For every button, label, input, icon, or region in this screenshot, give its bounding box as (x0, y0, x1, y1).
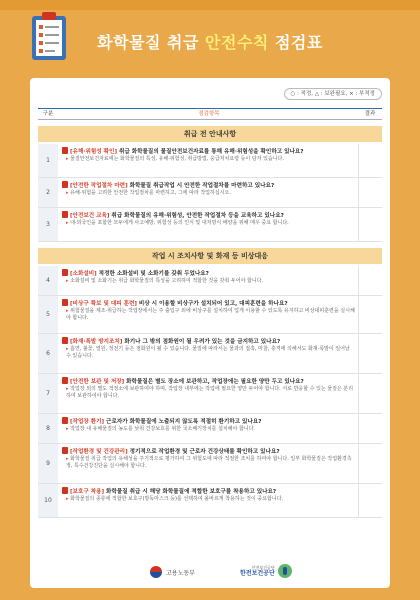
row-tag: [보호구 착용] (70, 489, 105, 495)
row-content (62, 269, 356, 285)
row-tag: [유해·위험성 확인] (70, 149, 118, 155)
row-question-text: 취급 화학물질의 물질안전보건자료를 통해 유해·위험성을 확인하고 있나요? (117, 149, 304, 155)
document-icon (62, 181, 68, 188)
row-tag: [안전보건 교육] (70, 213, 110, 219)
row-number: 7 (38, 374, 58, 413)
table-row (38, 484, 382, 518)
document-icon (62, 447, 68, 454)
row-question (62, 299, 356, 308)
row-number: 1 (38, 144, 58, 177)
result-cell[interactable] (358, 484, 382, 517)
document-icon (62, 377, 68, 384)
row-content (62, 181, 356, 197)
row-question-text: 적정한 소화설비 및 소화기를 갖춰 두었나요? (96, 271, 209, 277)
header-col-result: 결과 (364, 111, 376, 117)
footer (30, 560, 390, 590)
page-title (0, 30, 420, 53)
header-col-num: 구분 (42, 111, 54, 117)
legend: ○ : 적정, △ : 보완필요, × : 부적정 (284, 88, 383, 100)
table-row (38, 144, 382, 178)
row-tag: [비상구 확보 및 대피 훈련] (70, 301, 137, 307)
row-question-text: 화학물질은 별도 장소에 보관하고, 작업장에는 필요한 양만 두고 있나요? (124, 379, 304, 385)
row-content (62, 299, 356, 322)
agency-text (240, 565, 275, 577)
row-question (62, 211, 356, 220)
row-tag: [안전한 보관 및 저장] (70, 379, 125, 385)
section-during-work: 작업 시 조치사항 및 화재 등 비상대응 (38, 248, 382, 264)
row-content (62, 447, 356, 470)
table-header (38, 108, 382, 120)
result-cell[interactable] (358, 374, 382, 413)
row-tag: [작업환경 및 건강관리] (70, 449, 128, 455)
row-tag: [화재·폭발 방지조치] (70, 339, 123, 345)
title-highlight: 안전수칙 (205, 33, 269, 52)
result-cell[interactable] (358, 334, 382, 373)
result-cell[interactable] (358, 208, 382, 241)
row-content (62, 147, 356, 163)
document-icon (62, 337, 68, 344)
checklist-card (30, 78, 390, 588)
result-cell[interactable] (358, 414, 382, 443)
row-question (62, 487, 356, 496)
table-row (38, 374, 382, 414)
row-content (62, 211, 356, 227)
row-note: ▸ 물질안전보건자료에는 화학물질의 특성, 유해·위험성, 취급방법, 응급처치요령 등이 담겨 있습니다. (62, 156, 356, 163)
table-row (38, 296, 382, 334)
table-row (38, 266, 382, 296)
result-cell[interactable] (358, 178, 382, 207)
row-question-text: 정기적으로 작업환경 및 근로자 건강상태를 확인하고 있나요? (127, 449, 280, 455)
ministry-name: 고용노동부 (166, 569, 195, 577)
agency-name: 한전보건공단 (240, 570, 275, 577)
row-number: 2 (38, 178, 58, 207)
row-tag: [소화설비] (70, 271, 97, 277)
title-text-1: 화학물질 취급 (97, 33, 206, 52)
taegeuk-icon (150, 566, 162, 578)
row-number: 5 (38, 296, 58, 333)
table-row (38, 414, 382, 444)
row-number: 4 (38, 266, 58, 295)
row-number: 3 (38, 208, 58, 241)
row-question-text: 취급 화학물질의 유해·위험성, 안전한 작업절차 등을 교육하고 있나요? (109, 213, 284, 219)
row-question-text: 근로자가 화학물질에 노출되지 않도록 적절히 환기하고 있나요? (104, 419, 262, 425)
document-icon (62, 147, 68, 154)
document-icon (62, 211, 68, 218)
row-question (62, 447, 356, 456)
row-question-text: 화학물질 취급작업 시 안전한 작업절차를 마련하고 있나요? (127, 183, 275, 189)
result-cell[interactable] (358, 444, 382, 483)
row-question-text: 화기나 그 밖의 점화원이 될 우려가 있는 것을 금지하고 있나요? (122, 339, 281, 345)
row-question (62, 269, 356, 278)
result-cell[interactable] (358, 266, 382, 295)
row-number: 8 (38, 414, 58, 443)
row-question (62, 181, 356, 190)
title-text-2: 점검표 (268, 33, 323, 52)
table-row (38, 334, 382, 374)
row-content (62, 337, 356, 360)
table-row (38, 178, 382, 208)
kosha-logo-icon (278, 564, 292, 578)
row-question (62, 377, 356, 386)
document-icon (62, 269, 68, 276)
row-note: ▸ 위험물질을 제조·취급하는 작업장에서는 주 출입구 외에 비상구를 설치하여 업게 이용할 수 있도록 유지하고 비상대피훈련을 실시해야 합니다. (62, 308, 356, 322)
row-note: ▸ 내·외국인을 포함한 모두에게 사고예방, 위험성 등의 인식 및 대처방식 배양을 위해 매우 중요 합니다. (62, 220, 356, 227)
row-tag: [작업장 환기] (70, 419, 105, 425)
row-question-text: 화학물질 취급 시 해당 화학물질에 적합한 보호구를 착용하고 있나요? (104, 489, 277, 495)
header (0, 0, 420, 78)
row-question (62, 417, 356, 426)
row-content (62, 487, 356, 503)
row-question (62, 147, 356, 156)
row-number: 10 (38, 484, 58, 517)
row-content (62, 417, 356, 433)
row-question-text: 비상 시 이용할 비상구가 설치되어 있고, 대피훈련을 하나요? (136, 301, 288, 307)
row-number: 6 (38, 334, 58, 373)
result-cell[interactable] (358, 144, 382, 177)
result-cell[interactable] (358, 296, 382, 333)
agency-small-label: 안전보건공단 (251, 565, 275, 570)
row-note: ▸ 작업장 내 유해물질의 농도를 낮춰 건강보호를 위한 국소배기장치를 설치해야 합니다. (62, 426, 356, 433)
agency-logo (240, 564, 292, 578)
ministry-logo (150, 566, 195, 578)
header-col-item: 점검항목 (198, 111, 220, 117)
table-row (38, 444, 382, 484)
row-note: ▸ 화학물질의 종류에 적합한 보호구(방독마스크 등)를 선택하여 올바르게 착용하는 것이 중요합니다. (62, 496, 356, 503)
section-before-handling: 취급 전 안내사항 (38, 126, 382, 142)
document-icon (62, 417, 68, 424)
row-note: ▸ 작업장 외의 별도 적정소에 보관하여야 하며, 작업장 내부에는 작업에 필요한 양만 두어야 합니다. 서로 반응할 수 있는 물질은 분리하여 보관하여야 합니다. (62, 386, 356, 400)
table-row (38, 208, 382, 242)
row-note: ▸ 소화설비 및 소화기는 취급 화학물질의 특성을 고려하여 적합한 것을 갖춰 두어야 합니다. (62, 278, 356, 285)
row-content (62, 377, 356, 400)
row-question (62, 337, 356, 346)
row-number: 9 (38, 444, 58, 483)
row-note: ▸ 흡연, 불꽃, 열원, 정전기 등은 점화원이 될 수 있습니다. 물질에 따라서는 물과의 접촉, 마찰, 충격에 의해서도 화재·폭발이 일어날 수 있습니다. (62, 346, 356, 360)
row-note: ▸ 유해·위험을 고려한 안전한 작업절차를 마련하고, 그에 따라 작업하십시오. (62, 190, 356, 197)
document-icon (62, 299, 68, 306)
row-note: ▸ 화학물질 취급 작업의 유해성을 주기적으로 평가하여 그 위험도에 따라 적절한 조치를 하여야 합니다. 일부 화학물질은 작업환경측정, 특수건강진단을 실시해야 합니다. (62, 456, 356, 470)
row-tag: [안전한 작업절차 마련] (70, 183, 128, 189)
document-icon (62, 487, 68, 494)
